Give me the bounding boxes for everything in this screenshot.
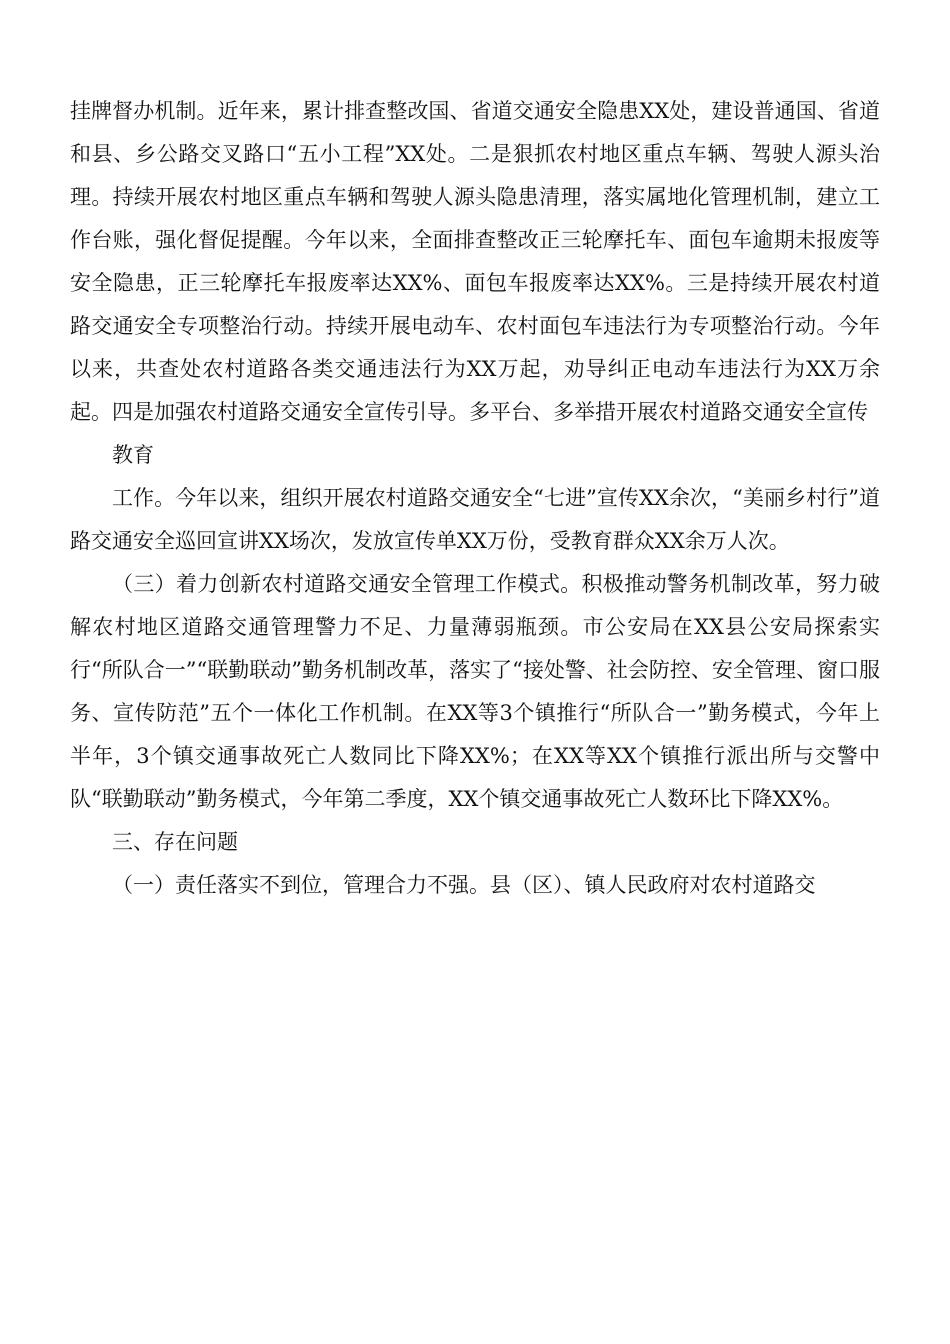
paragraph-continuation: 挂牌督办机制。近年来，累计排查整改国、省道交通安全隐患XX处，建设普通国、省道和县、乡公路交叉路口“五小工程”XX处。二是狠抓农村地区重点车辆、驾驶人源头治理。持续开展农村地区重点车辆和驾驶人源头隐患清理，落实属地化管理机制，建立工作台账，强化督促提醒。今年以来，全面排查整改正三轮摩托车、面包车逾期未报废等安全隐患，正三轮摩托车报废率达XX%、面包车报废率达XX%。三是持续开展农村道路交通安全专项整治行动。持续开展电动车、农村面包车违法行为专项整治行动。今年以来，共查处农村道路各类交通违法行为XX万起，劝导纠正电动车违法行为XX万余起。四是加强农村道路交通安全宣传引导。多平台、多举措开展农村道路交通安全宣传 — [70, 99, 880, 424]
paragraph-section-three: （三）着力创新农村道路交通安全管理工作模式。积极推动警务机制改革，努力破解农村地区道路交通管理警力不足、力量薄弱瓶颈。市公安局在XX县公安局探索实行“所队合一”“联勤联动”勤务机制改革，落实了“接处警、社会防控、安全管理、窗口服务、宣传防范”五个一体化工作机制。在XX等3个镇推行“所队合一”勤务模式，今年上半年，3个镇交通事故死亡人数同比下降XX%；在XX等XX个镇推行派出所与交警中队“联勤联动”勤务模式，今年第二季度，XX个镇交通事故死亡人数环比下降XX%。 — [70, 572, 880, 811]
paragraph-work: 工作。今年以来，组织开展农村道路交通安全“七进”宣传XX余次，“美丽乡村行”道路交通安全巡回宣讲XX场次，发放宣传单XX万份，受教育群众XX余万人次。 — [70, 486, 880, 553]
heading-problems: 三、存在问题 — [112, 830, 238, 854]
paragraph-education: 教育 — [112, 443, 154, 467]
paragraph-problem-one: （一）责任落实不到位，管理合力不强。县（区）、镇人民政府对农村道路交 — [112, 873, 816, 897]
